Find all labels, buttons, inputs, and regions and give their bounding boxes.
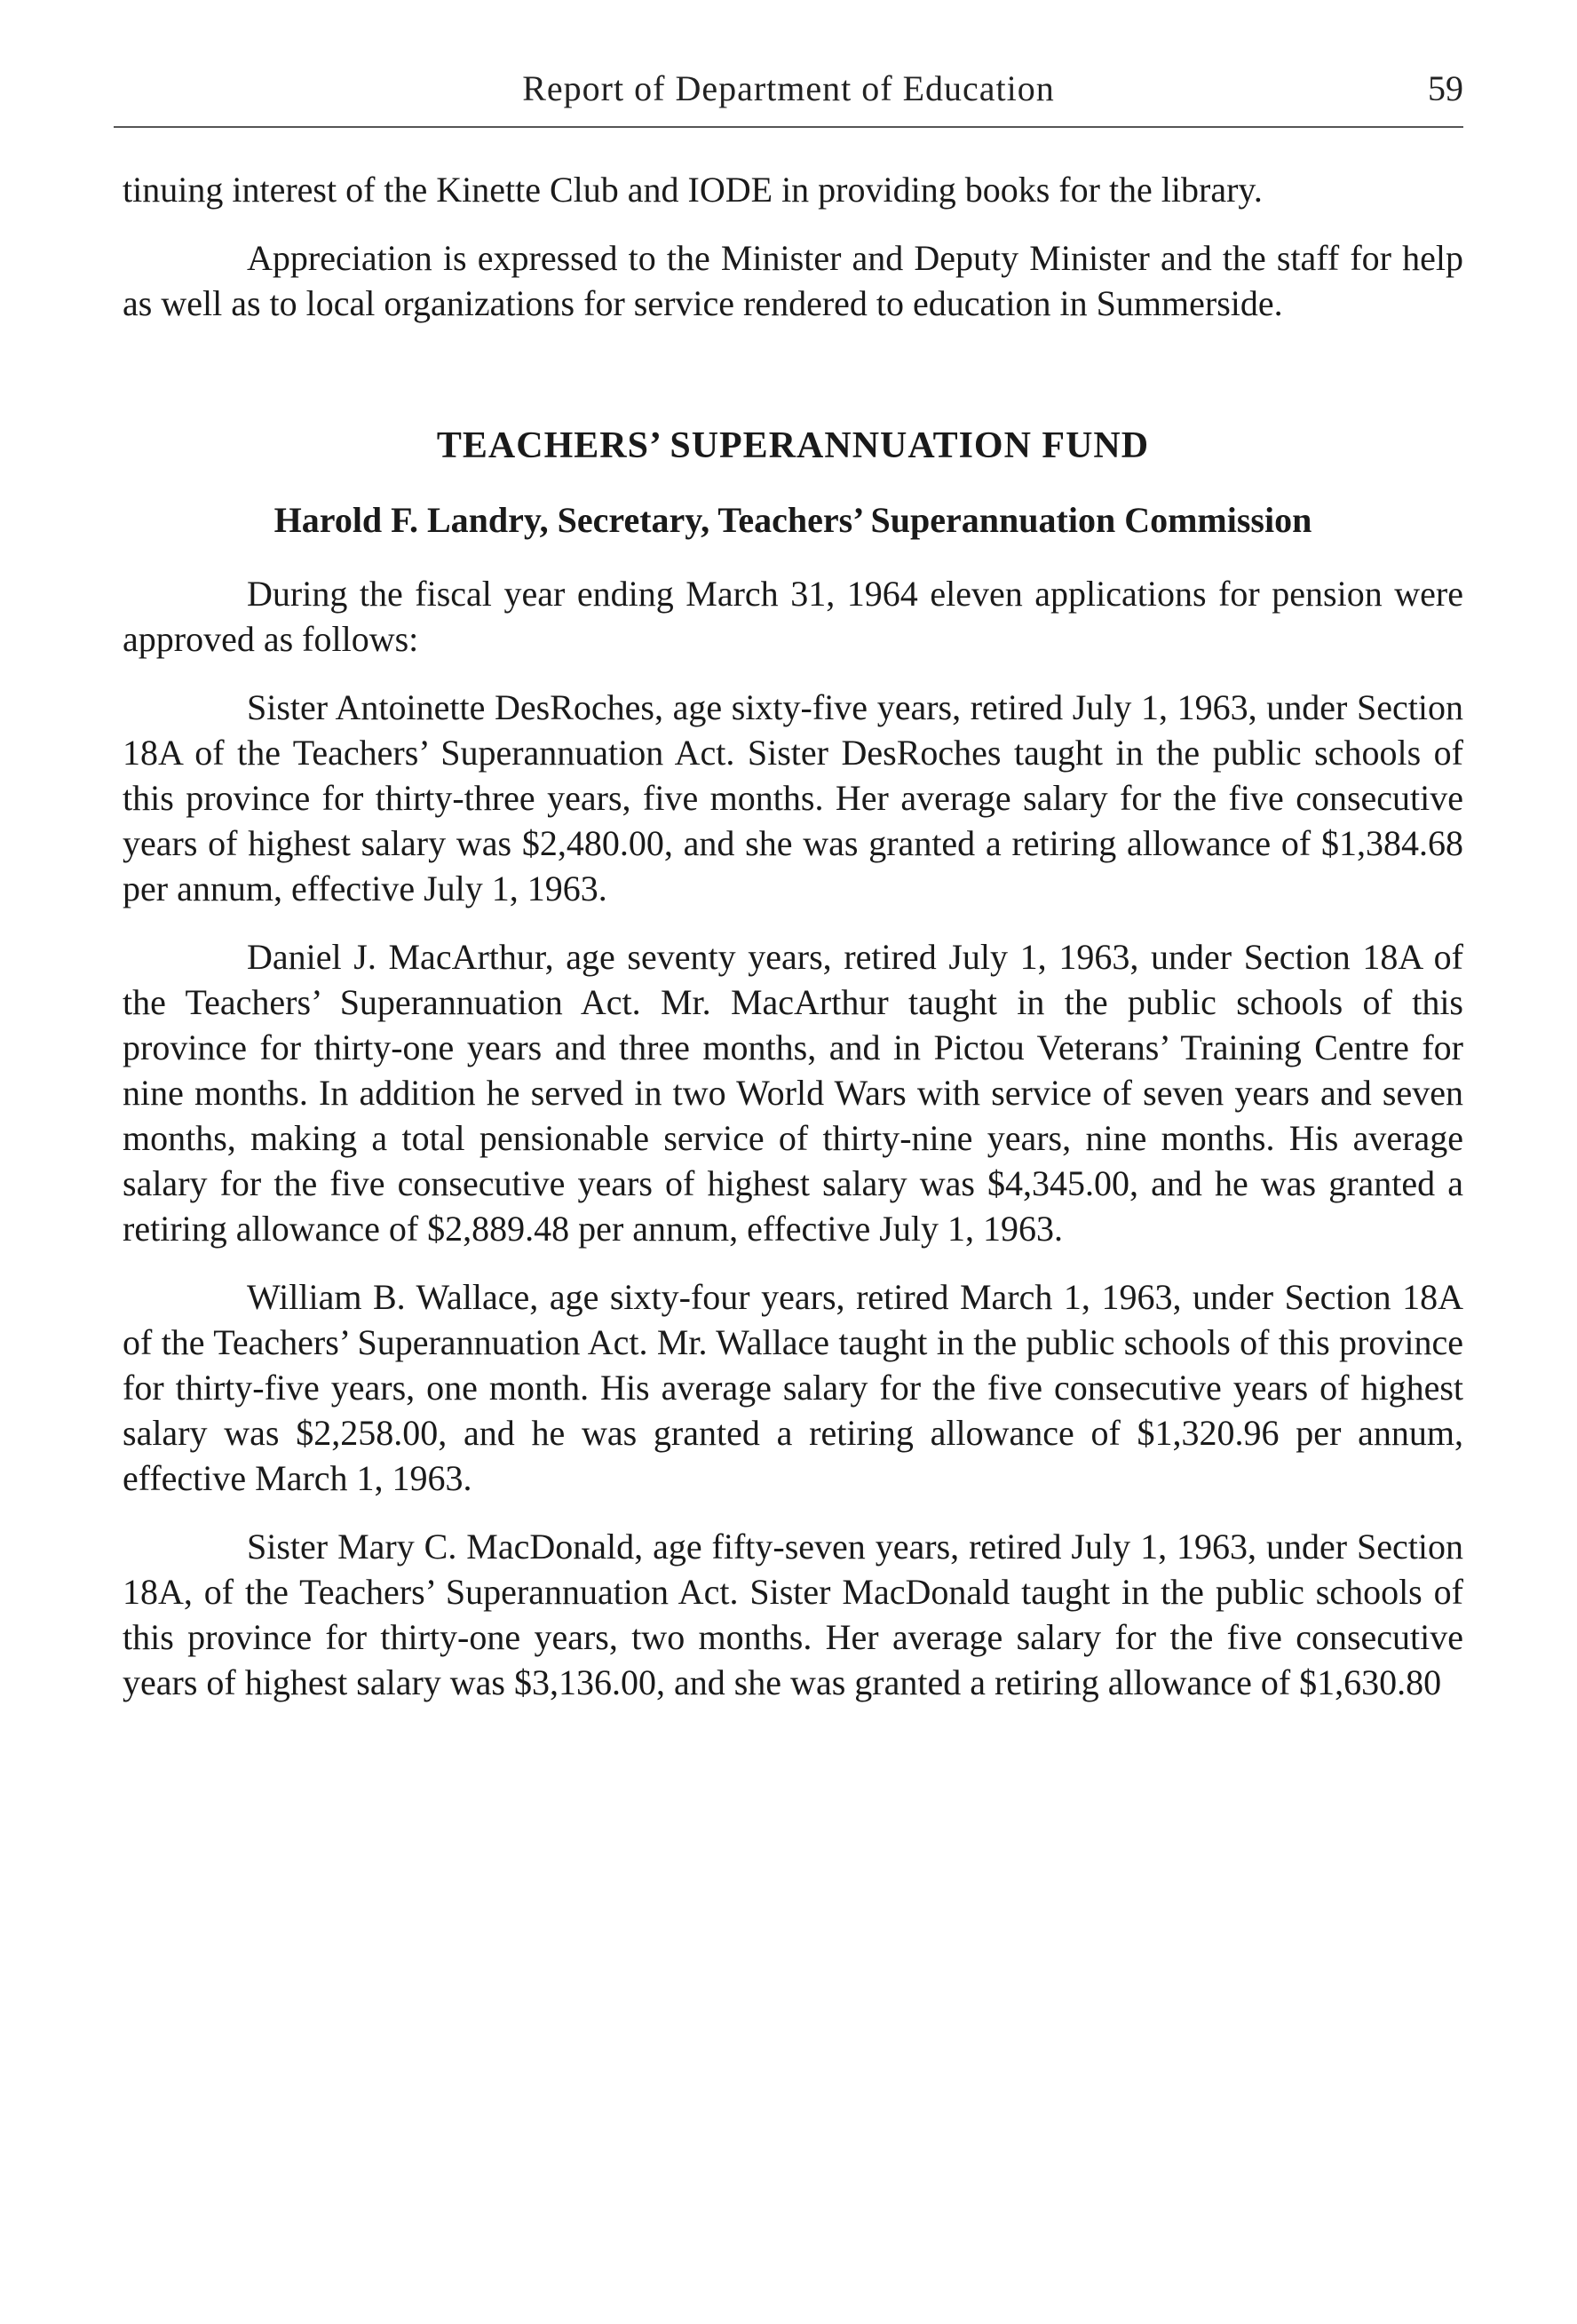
running-header: [114, 64, 1463, 128]
paragraph-continuation: tinuing interest of the Kinette Club and IODE in providing books for the library.: [123, 170, 1263, 210]
section-heading: TEACHERS’ SUPERANNUATION FUND: [436, 425, 1150, 466]
paragraph-appreciation: Appreciation is expressed to the Minister and Deputy Minister and the staff for help as well as to local organizations for service rendered to education in Summerside.: [123, 238, 1463, 323]
body-text: [123, 167, 1463, 1705]
author-line: Harold F. Landry, Secretary, Teachers’ Superannuation Commission: [273, 500, 1312, 540]
running-title: Report of Department of Education: [522, 68, 1055, 108]
paragraph-fiscal-year: During the fiscal year ending March 31, 1964 eleven applications for pension were approved as follows:: [123, 574, 1463, 659]
paragraph-wallace: William B. Wallace, age sixty-four years, retired March 1, 1963, under Section 18A of the Teachers’ Superannuation Act. Mr. Wallace taught in the public schools of this province for thirty-five years, one month. His average salary for the five consecutive years of highest salary was $2,258.00, and he was granted a retiring allowance of $1,320.96 per annum, effective March 1, 1963.: [123, 1277, 1463, 1498]
paragraph-macdonald: Sister Mary C. MacDonald, age fifty-seven years, retired July 1, 1963, under Section 18A, of the Teachers’ Superannuation Act. Sister MacDonald taught in the public schools of this province for thirty-one years, two months. Her average salary for the five consecutive years of highest salary was $3,136.00, and she was granted a retiring allowance of $1,630.80: [123, 1527, 1463, 1702]
page-number: 59: [1428, 68, 1463, 108]
paragraph-macarthur: Daniel J. MacArthur, age seventy years, retired July 1, 1963, under Section 18A of the Teachers’ Superannuation Act. Mr. MacArthur taught in the public schools of this province for thirty-one years and three months, and in Pictou Veterans’ Training Centre for nine months. In addition he served in two World Wars with service of seven years and seven months, making a total pensionable service of thirty-nine years, nine months. His average salary for the five consecutive years of highest salary was $4,345.00, and he was granted a retiring allowance of $2,889.48 per annum, effective July 1, 1963.: [123, 937, 1463, 1249]
paragraph-desroches: Sister Antoinette DesRoches, age sixty-five years, retired July 1, 1963, under Section 18A of the Teachers’ Superannuation Act. Sister DesRoches taught in the public schools of this province for thirty-three years, five months. Her average salary for the five consecutive years of highest salary was $2,480.00, and she was granted a retiring allowance of $1,384.68 per annum, effective July 1, 1963.: [123, 687, 1463, 908]
